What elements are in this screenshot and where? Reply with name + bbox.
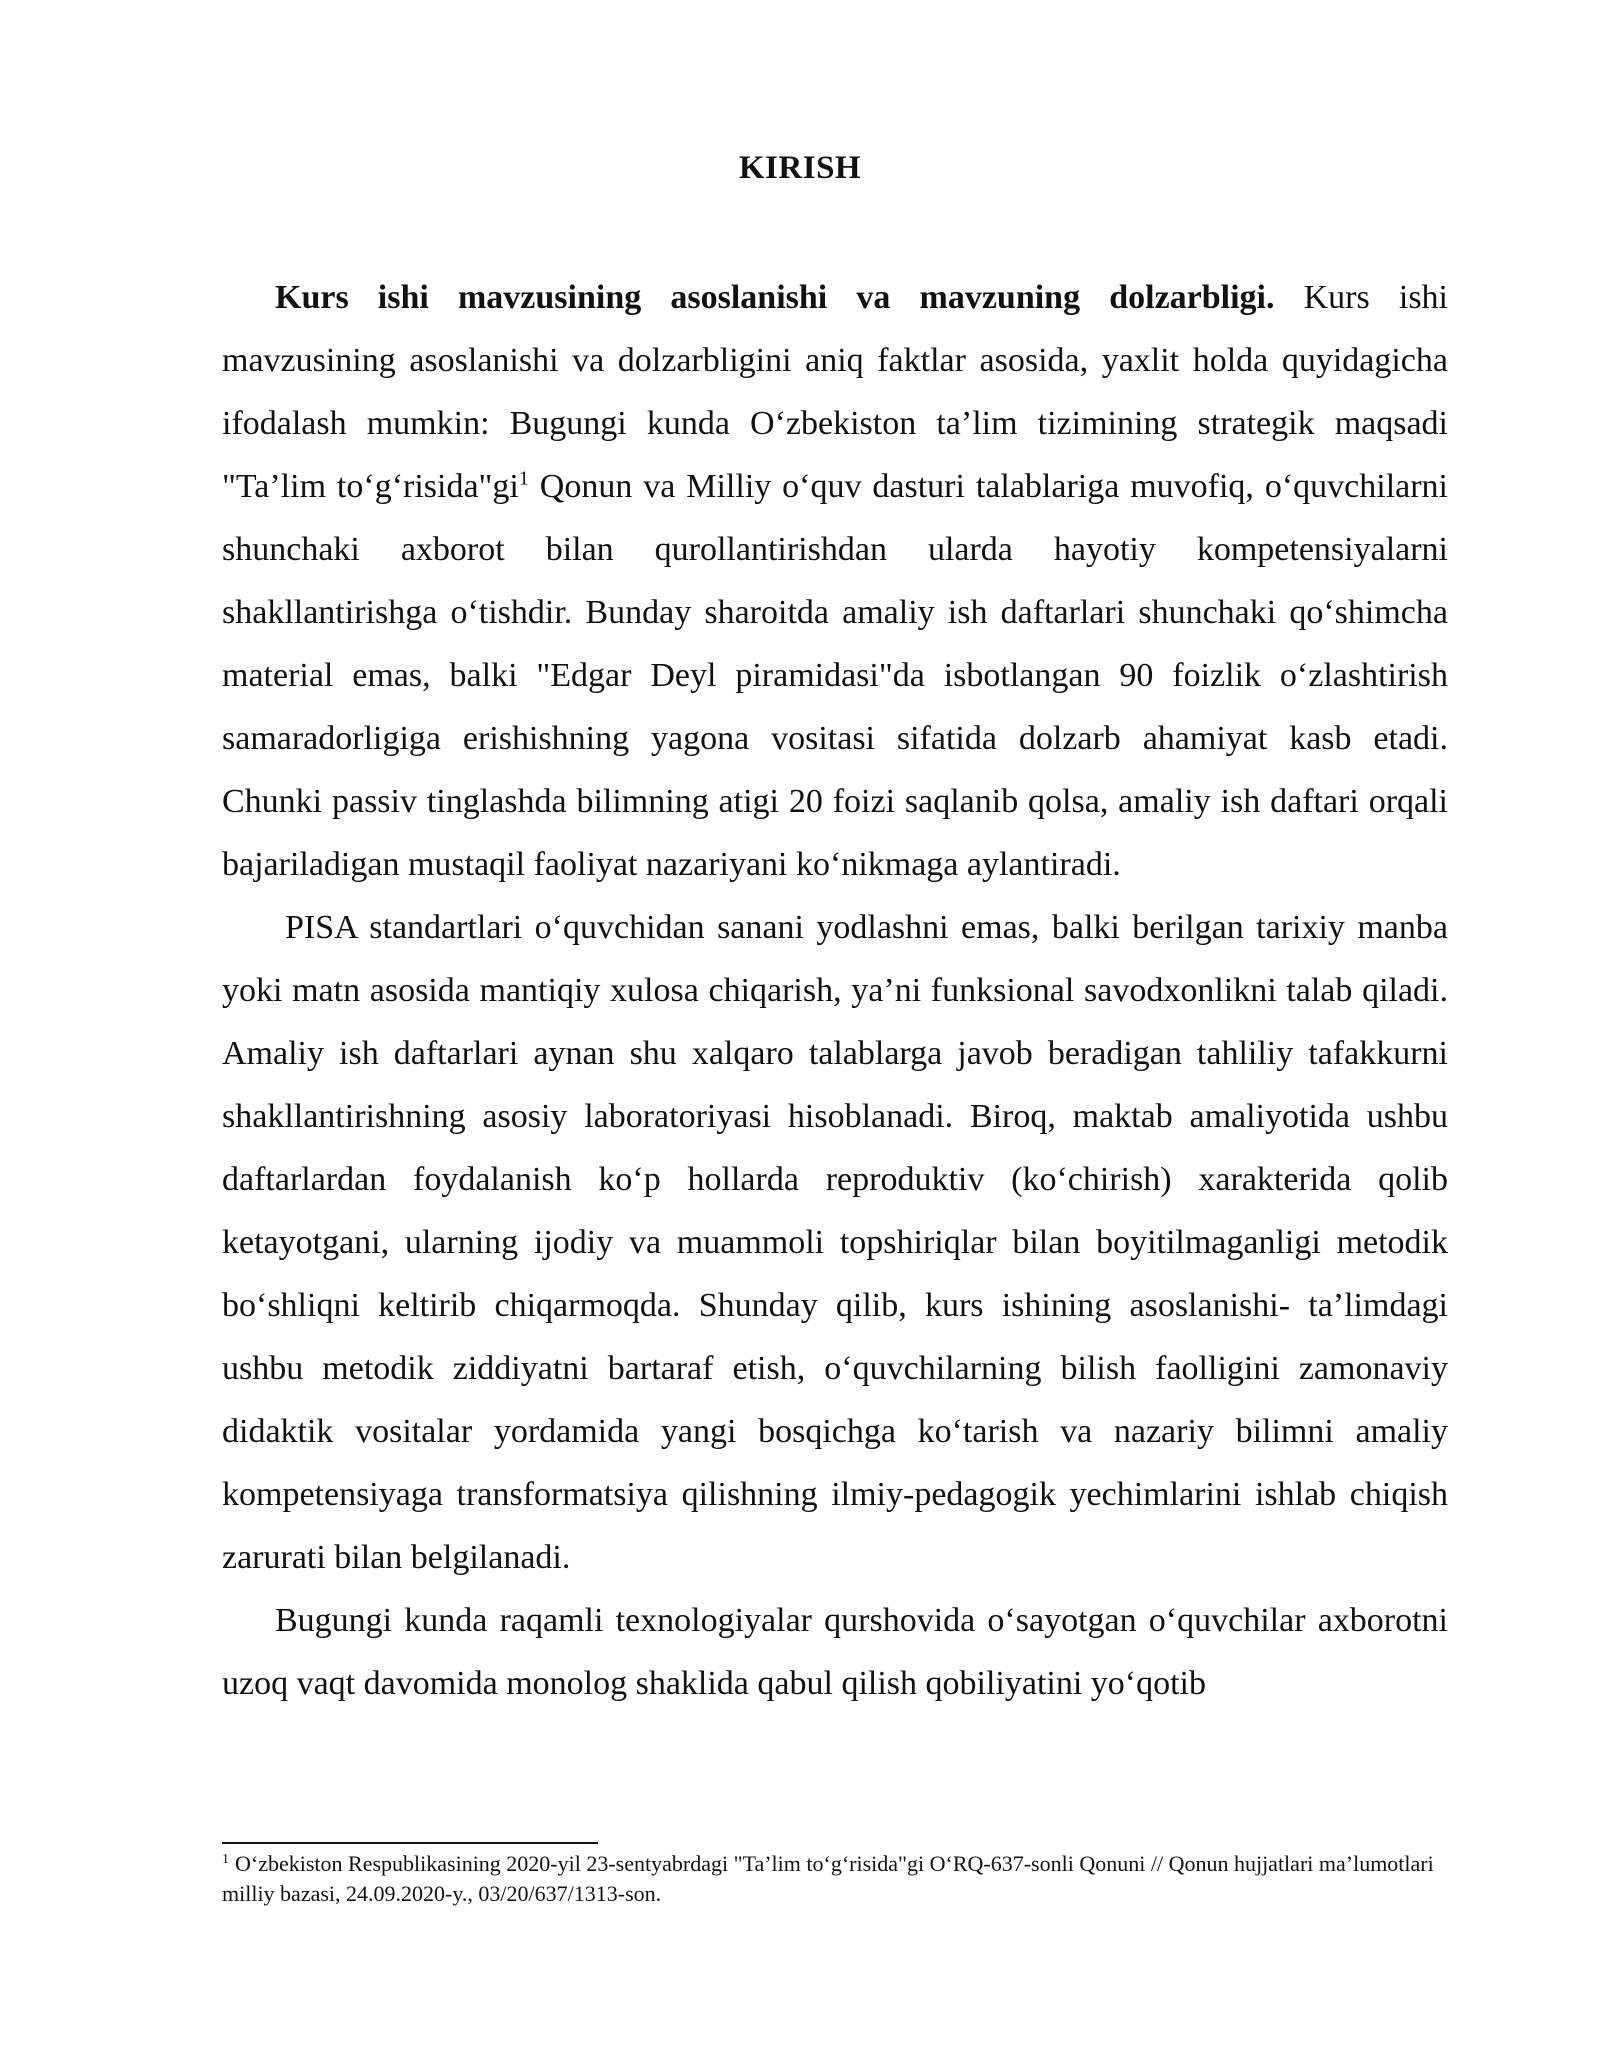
body-text — [222, 266, 1448, 1715]
paragraph-2: PISA standartlari o‘quvchidan sanani yodlashni emas, balki berilgan tarixiy manba yoki matn asosida mantiqiy xulosa chiqarish, ya’ni funksional savodxonlikni talab qiladi. Amaliy ish daftarlari aynan shu xalqaro talablarga javob beradigan tahliliy tafakkurni shakllantirishning asosiy laboratoriyasi hisoblanadi. Biroq, maktab amaliyotida ushbu daftarlardan foydalanish ko‘p hollarda reproduktiv (ko‘chirish) xarakterida qolib ketayotgani, ularning ijodiy va muammoli topshiriqlar bilan boyitilmaganligi metodik bo‘shliqni keltirib chiqarmoqda. Shunday qilib, kurs ishining asoslanishi- ta’limdagi ushbu metodik ziddiyatni bartaraf etish, o‘quvchilarning bilish faolligini zamonaviy didaktik vositalar yordamida yangi bosqichga ko‘tarish va nazariy bilimni amaliy kompetensiyaga transformatsiya qilishning ilmiy-pedagogik yechimlarini ishlab chiqish zarurati bilan belgilanadi. — [222, 909, 1448, 1576]
page-title: KIRISH — [738, 150, 862, 186]
footnote-text: O‘zbekiston Respublikasining 2020-yil 23-sentyabrdagi "Ta’lim to‘g‘risida"gi O‘RQ-637-sonli Qonuni // Qonun hujjatlari ma’lumotlari milliy bazasi, 24.09.2020-y., 03/20/637/1313-son. — [222, 1851, 1434, 1906]
paragraph-3: Bugungi kunda raqamli texnologiyalar qurshovida o‘sayotgan o‘quvchilar axborotni uzoq vaqt davomida monolog shaklida qabul qilish qobiliyatini yo‘qotib — [222, 1602, 1448, 1702]
paragraph-1 — [222, 266, 1448, 896]
footnote-separator — [222, 1842, 598, 1844]
footnote-reference[interactable]: 1 — [518, 467, 529, 490]
paragraph-1-text-part-2: Qonun va Milliy o‘quv dasturi talablariga muvofiq, o‘quvchilarni shunchaki axborot bilan qurollantirishdan ularda hayotiy kompetensiyalarni shakllantirishga o‘tishdir. Bunday sharoitda amaliy ish daftarlari shunchaki qo‘shimcha material emas, balki "Edgar Deyl piramidasi"da isbotlangan 90 foizlik o‘zlashtirish samaradorligiga erishishning yagona vositasi sifatida dolzarb ahamiyat kasb etadi. Chunki passiv tinglashda bilimning atigi 20 foizi saqlanib qolsa, amaliy ish daftari orqali bajariladigan mustaqil faoliyat nazariyani ko‘nikmaga aylantiradi. — [222, 468, 1448, 883]
paragraph-lead-heading: Kurs ishi mavzusining asoslanishi va mavzuning dolzarbligi. — [275, 279, 1275, 316]
footnote — [222, 1849, 1448, 1909]
footnote-marker: 1 — [222, 1851, 229, 1867]
paragraph-1-text-part-1: Kurs ishi mavzusining asoslanishi va dolzarbligini aniq faktlar asosida, yaxlit holda quyidagicha ifodalash mumkin: Bugungi kunda O‘zbekiston ta’lim tizimining strategik maqsadi "Ta’lim to‘g‘risida"gi — [222, 279, 1448, 505]
